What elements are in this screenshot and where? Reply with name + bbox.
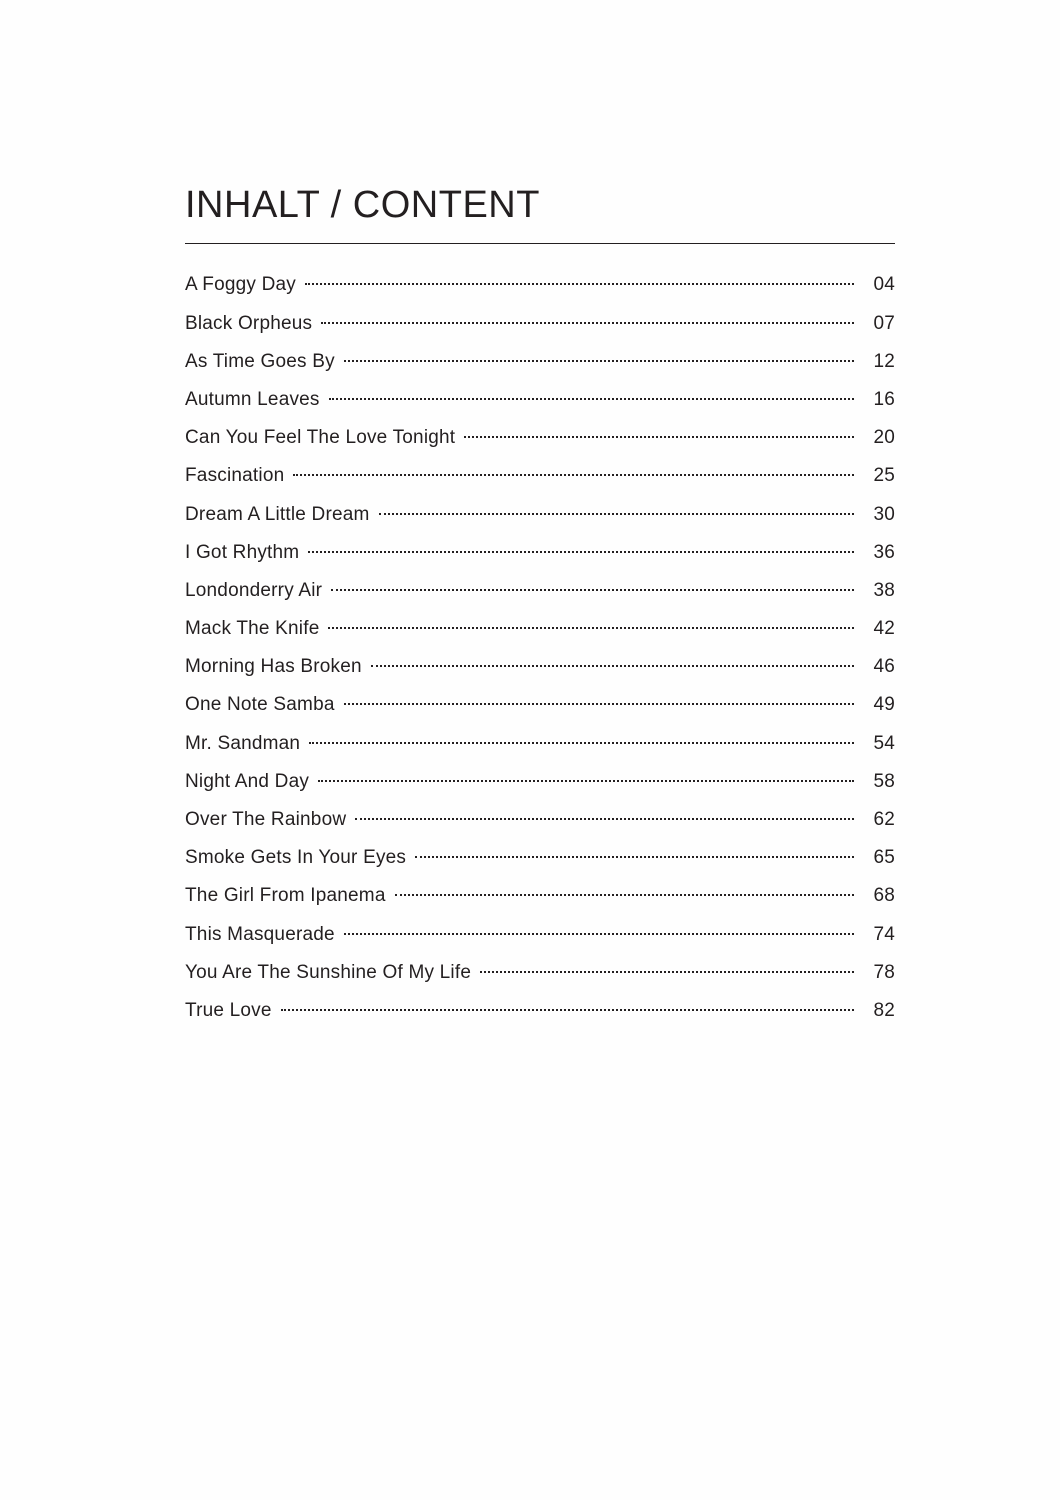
toc-entry-page: 36: [873, 541, 895, 563]
toc-leader-dots: [344, 933, 854, 935]
toc-leader-dots: [344, 360, 854, 362]
toc-entry-title: You Are The Sunshine Of My Life: [185, 961, 472, 983]
toc-entry-title: Dream A Little Dream: [185, 503, 370, 525]
toc-entry-page: 20: [873, 427, 895, 449]
toc-leader-dots: [281, 1009, 854, 1011]
toc-entry: [185, 266, 895, 304]
toc-entry-title: Smoke Gets In Your Eyes: [185, 847, 407, 869]
toc-entry: [185, 495, 895, 533]
toc-entry: [185, 686, 895, 724]
toc-leader-dots: [328, 627, 854, 629]
toc-entry: [185, 304, 895, 342]
toc-entry: [185, 533, 895, 571]
toc-entry-title: Morning Has Broken: [185, 656, 362, 678]
toc-entry: [185, 648, 895, 686]
toc-entry: [185, 762, 895, 800]
toc-entry-title: True Love: [185, 999, 272, 1021]
toc-leader-dots: [329, 398, 854, 400]
toc-entry: [185, 839, 895, 877]
toc-leader-dots: [305, 283, 854, 285]
toc-entry-page: 62: [873, 809, 895, 831]
toc-entry: [185, 380, 895, 418]
toc-entry-page: 82: [873, 999, 895, 1021]
toc-entry-title: This Masquerade: [185, 923, 335, 945]
toc-leader-dots: [415, 856, 854, 858]
toc-entry-title: Mr. Sandman: [185, 732, 301, 754]
toc-entry-title: Black Orpheus: [185, 312, 313, 334]
toc-leader-dots: [344, 703, 854, 705]
toc-leader-dots: [371, 665, 854, 667]
toc-leader-dots: [379, 513, 854, 515]
toc-entry-title: Mack The Knife: [185, 618, 320, 640]
toc-leader-dots: [355, 818, 854, 820]
toc-entry-title: Londonderry Air: [185, 579, 323, 601]
toc-entry-title: As Time Goes By: [185, 350, 335, 372]
toc-entry-title: I Got Rhythm: [185, 541, 300, 563]
toc-leader-dots: [395, 894, 854, 896]
toc-entry-page: 38: [873, 579, 895, 601]
toc-entry-page: 65: [873, 847, 895, 869]
toc-entry: [185, 953, 895, 991]
toc-entry: [185, 571, 895, 609]
toc-entry-page: 58: [873, 770, 895, 792]
toc-entry-title: A Foggy Day: [185, 274, 296, 296]
toc-entry: [185, 991, 895, 1029]
toc-entry-page: 78: [873, 961, 895, 983]
toc-entry: [185, 800, 895, 838]
toc-entry-page: 42: [873, 618, 895, 640]
toc-entry-title: Fascination: [185, 465, 285, 487]
toc-entry-page: 04: [873, 274, 895, 296]
toc-entry-page: 30: [873, 503, 895, 525]
toc-entry-title: Night And Day: [185, 770, 310, 792]
toc-entry: [185, 915, 895, 953]
toc-leader-dots: [308, 551, 854, 553]
toc-entry: [185, 342, 895, 380]
toc-entry-page: 07: [873, 312, 895, 334]
toc-entry-page: 54: [873, 732, 895, 754]
toc-entry: [185, 609, 895, 647]
table-of-contents: [185, 185, 895, 1030]
toc-entry: [185, 724, 895, 762]
toc-entry-page: 25: [873, 465, 895, 487]
title-divider: [185, 243, 895, 244]
toc-leader-dots: [321, 322, 854, 324]
toc-leader-dots: [318, 780, 854, 782]
toc-leader-dots: [480, 971, 854, 973]
toc-entry-page: 16: [873, 388, 895, 410]
toc-leader-dots: [331, 589, 854, 591]
page-title: INHALT / CONTENT: [185, 184, 540, 226]
toc-entry: [185, 419, 895, 457]
toc-list: [185, 266, 895, 1030]
toc-entry-page: 49: [873, 694, 895, 716]
toc-entry-page: 68: [873, 885, 895, 907]
toc-leader-dots: [464, 436, 854, 438]
toc-entry-title: Can You Feel The Love Tonight: [185, 427, 456, 449]
toc-entry-title: Autumn Leaves: [185, 388, 320, 410]
toc-entry-title: One Note Samba: [185, 694, 335, 716]
toc-leader-dots: [293, 474, 854, 476]
toc-entry-title: The Girl From Ipanema: [185, 885, 386, 907]
toc-entry-title: Over The Rainbow: [185, 809, 347, 831]
toc-entry-page: 12: [873, 350, 895, 372]
toc-leader-dots: [309, 742, 854, 744]
toc-entry: [185, 457, 895, 495]
toc-entry: [185, 877, 895, 915]
toc-entry-page: 74: [873, 923, 895, 945]
toc-entry-page: 46: [873, 656, 895, 678]
